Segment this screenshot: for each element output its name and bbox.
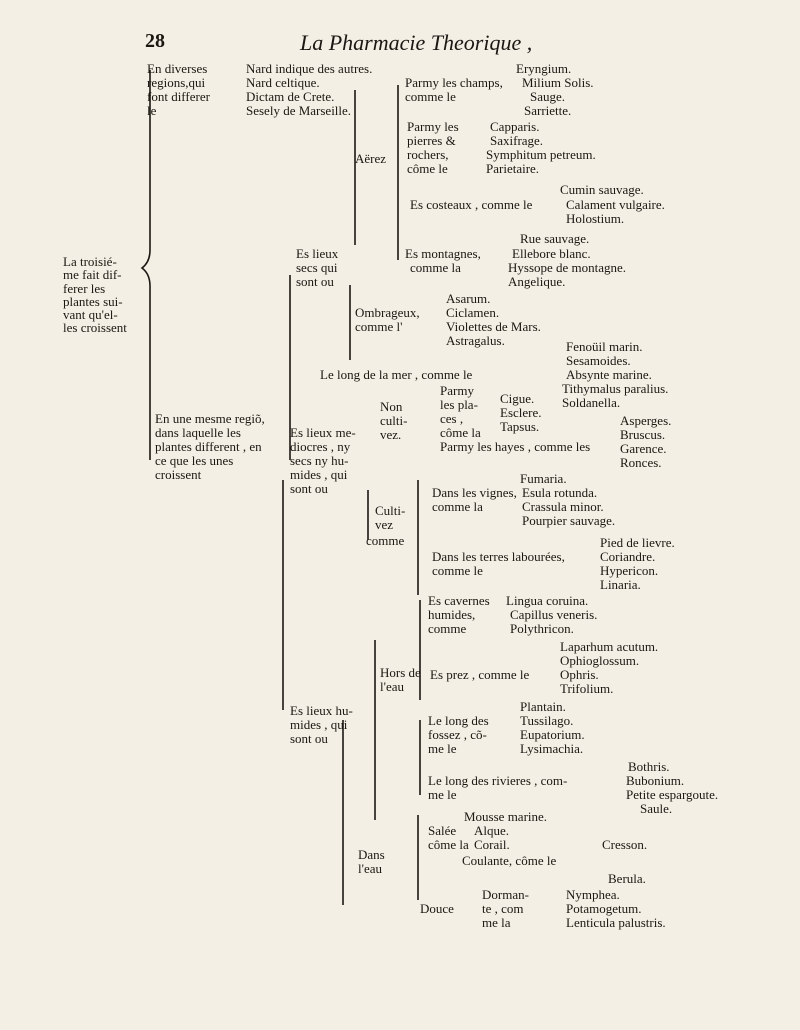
text-line: Astragalus. bbox=[446, 333, 505, 348]
text-line: Soldanella. bbox=[562, 395, 621, 410]
text-line: Crassula minor. bbox=[522, 499, 604, 514]
text-line: Cigue. bbox=[500, 391, 535, 406]
text-line: Asarum. bbox=[446, 291, 491, 306]
text-line: Nard indique des autres. bbox=[246, 61, 373, 76]
text-line: Nymphea. bbox=[566, 887, 620, 902]
text-line: diocres , ny bbox=[290, 439, 351, 454]
text-line: fossez , cõ- bbox=[428, 727, 487, 742]
text-line: Garence. bbox=[620, 441, 667, 456]
text-line: vez. bbox=[380, 427, 402, 442]
text-line: Rue sauvage. bbox=[520, 231, 590, 246]
text-line: Ophris. bbox=[560, 667, 599, 682]
text-line: Cumin sauvage. bbox=[560, 182, 644, 197]
text-line: Es prez , comme le bbox=[430, 667, 530, 682]
text-line: Coriandre. bbox=[600, 549, 656, 564]
text-line: l'eau bbox=[380, 679, 404, 694]
text-line: Symphitum petreum. bbox=[486, 147, 596, 162]
text-line: Lenticula palustris. bbox=[566, 915, 666, 930]
page-number: 28 bbox=[145, 30, 165, 52]
text-line: Es lieux hu- bbox=[290, 703, 353, 718]
text-line: Culti- bbox=[375, 503, 406, 518]
text-line: secs ny hu- bbox=[290, 453, 349, 468]
margin-line: les croissent bbox=[63, 320, 127, 336]
margin-line: vant qu'el- bbox=[63, 307, 118, 323]
text-line: Violettes de Mars. bbox=[446, 319, 541, 334]
text-line: Douce bbox=[420, 901, 454, 916]
text-line: Mousse marine. bbox=[464, 809, 548, 824]
margin-line: La troisié- bbox=[63, 254, 117, 269]
text-line: me le bbox=[428, 741, 457, 756]
text-line: Berula. bbox=[608, 871, 646, 886]
text-line: comme la bbox=[410, 260, 461, 275]
text-line: le bbox=[147, 103, 157, 118]
text-line: Lysimachia. bbox=[520, 741, 584, 756]
text-line: comme le bbox=[432, 563, 483, 578]
text-line: Dictam de Crete. bbox=[246, 89, 335, 104]
text-line: Ellebore blanc. bbox=[512, 246, 591, 261]
text-line: Alque. bbox=[474, 823, 510, 838]
text-line: Asperges. bbox=[620, 413, 672, 428]
text-line: Salée bbox=[428, 823, 457, 838]
text-line: Saule. bbox=[640, 801, 673, 816]
text-line: l'eau bbox=[358, 861, 382, 876]
text-line: Bruscus. bbox=[620, 427, 666, 442]
text-line: Bubonium. bbox=[626, 773, 685, 788]
text-line: Ophioglossum. bbox=[560, 653, 640, 668]
text-line: Tussilago. bbox=[520, 713, 574, 728]
text-line: Dorman- bbox=[482, 887, 529, 902]
text-line: Dans les vignes, bbox=[432, 485, 517, 500]
text-line: vez bbox=[375, 517, 394, 532]
margin-line: me fait dif- bbox=[63, 267, 122, 283]
text-line: Dans bbox=[358, 847, 385, 862]
text-line: En une mesme regiõ, bbox=[155, 411, 265, 426]
text-line: Ciclamen. bbox=[446, 305, 500, 320]
text-line: Capillus veneris. bbox=[510, 607, 598, 622]
text-line: Aërez bbox=[355, 151, 387, 166]
text-line: Parmy les hayes , comme les bbox=[440, 439, 591, 454]
text-line: Fumaria. bbox=[520, 471, 567, 486]
text-line: les pla- bbox=[440, 397, 478, 412]
text-line: Hors de bbox=[380, 665, 421, 680]
text-line: comme la bbox=[432, 499, 483, 514]
text-line: me la bbox=[482, 915, 511, 930]
text-line: Es lieux bbox=[296, 246, 339, 261]
text-line: dans laquelle les bbox=[155, 425, 241, 440]
text-line: Tapsus. bbox=[500, 419, 540, 434]
text-line: Dans les terres labourées, bbox=[432, 549, 565, 564]
text-line: pierres & bbox=[407, 133, 456, 148]
text-line: Sesamoides. bbox=[566, 353, 631, 368]
text-line: En diverses bbox=[147, 61, 208, 76]
brace-main bbox=[142, 70, 150, 460]
text-line: Non bbox=[380, 399, 403, 414]
text-line: Ronces. bbox=[620, 455, 662, 470]
text-line: culti- bbox=[380, 413, 408, 428]
text-line: Angelique. bbox=[508, 274, 566, 289]
text-line: Le long de la mer , comme le bbox=[320, 367, 473, 382]
text-line: me le bbox=[428, 787, 457, 802]
text-line: Milium Solis. bbox=[522, 75, 594, 90]
text-line: Polythricon. bbox=[510, 621, 574, 636]
text-line: croissent bbox=[155, 467, 202, 482]
text-line: sont ou bbox=[290, 731, 328, 746]
text-line: Hyssope de montagne. bbox=[508, 260, 627, 275]
text-line: Esula rotunda. bbox=[522, 485, 598, 500]
text-line: Tithymalus paralius. bbox=[562, 381, 669, 396]
text-line: Coulante, côme le bbox=[462, 853, 557, 868]
text-line: comme l' bbox=[355, 319, 403, 334]
text-line: Es lieux me- bbox=[290, 425, 356, 440]
text-line: mides , qui bbox=[290, 467, 348, 482]
text-line: Saxifrage. bbox=[490, 133, 544, 148]
text-line: comme le bbox=[405, 89, 456, 104]
text-line: Parmy bbox=[440, 383, 474, 398]
text-line: font differer bbox=[147, 89, 210, 104]
text-line: regions,qui bbox=[147, 75, 206, 90]
text-line: Parietaire. bbox=[486, 161, 540, 176]
text-line: Hypericon. bbox=[600, 563, 659, 578]
text-line: plantes different , en bbox=[155, 439, 262, 454]
text-line: Linaria. bbox=[600, 577, 641, 592]
text-line: ces , bbox=[440, 411, 464, 426]
text-line: Sarriette. bbox=[524, 103, 572, 118]
text-line: Potamogetum. bbox=[566, 901, 642, 916]
text-line: rochers, bbox=[407, 147, 449, 162]
text-line: ce que les unes bbox=[155, 453, 234, 468]
text-line: mides , qui bbox=[290, 717, 348, 732]
text-line: Lingua coruina. bbox=[506, 593, 589, 608]
text-line: Le long des bbox=[428, 713, 489, 728]
text-line: Ombrageux, bbox=[355, 305, 420, 320]
text-line: sont ou bbox=[290, 481, 328, 496]
margin-line: ferer les bbox=[63, 280, 106, 296]
text-line: Trifolium. bbox=[560, 681, 614, 696]
text-line: Nard celtique. bbox=[246, 75, 320, 90]
text-line: Pied de lievre. bbox=[600, 535, 675, 550]
text-line: Sauge. bbox=[530, 89, 566, 104]
text-line: Parmy les champs, bbox=[405, 75, 503, 90]
text-line: Fenoüil marin. bbox=[566, 339, 643, 354]
text-line: Eryngium. bbox=[516, 61, 572, 76]
text-line: humides, bbox=[428, 607, 476, 622]
text-line: Calament vulgaire. bbox=[566, 197, 665, 212]
text-line: te , com bbox=[482, 901, 524, 916]
text-line: Sesely de Marseille. bbox=[246, 103, 352, 118]
text-line: Absynte marine. bbox=[566, 367, 652, 382]
text-line: Eupatorium. bbox=[520, 727, 585, 742]
running-title: La Pharmacie Theorique , bbox=[300, 30, 533, 55]
text-line: Corail. bbox=[474, 837, 510, 852]
text-line: Laparhum acutum. bbox=[560, 639, 659, 654]
text-line: côme la bbox=[440, 425, 481, 440]
text-line: Pourpier sauvage. bbox=[522, 513, 616, 528]
text-line: Cresson. bbox=[602, 837, 648, 852]
text-line: Esclere. bbox=[500, 405, 542, 420]
text-line: Plantain. bbox=[520, 699, 566, 714]
text-line: côme la bbox=[428, 837, 469, 852]
text-line: comme bbox=[366, 533, 405, 548]
text-line: Le long des rivieres , com- bbox=[428, 773, 568, 788]
text-line: sont ou bbox=[296, 274, 334, 289]
text-line: secs qui bbox=[296, 260, 338, 275]
text-line: Parmy les bbox=[407, 119, 459, 134]
text-line: Es montagnes, bbox=[405, 246, 481, 261]
text-line: Petite espargoute. bbox=[626, 787, 719, 802]
text-line: Capparis. bbox=[490, 119, 540, 134]
text-line: Es cavernes bbox=[428, 593, 490, 608]
text-line: Es costeaux , comme le bbox=[410, 197, 533, 212]
text-line: Holostium. bbox=[566, 211, 625, 226]
text-line: comme bbox=[428, 621, 467, 636]
margin-line: plantes sui- bbox=[63, 293, 123, 309]
text-line: côme le bbox=[407, 161, 448, 176]
text-line: Bothris. bbox=[628, 759, 670, 774]
